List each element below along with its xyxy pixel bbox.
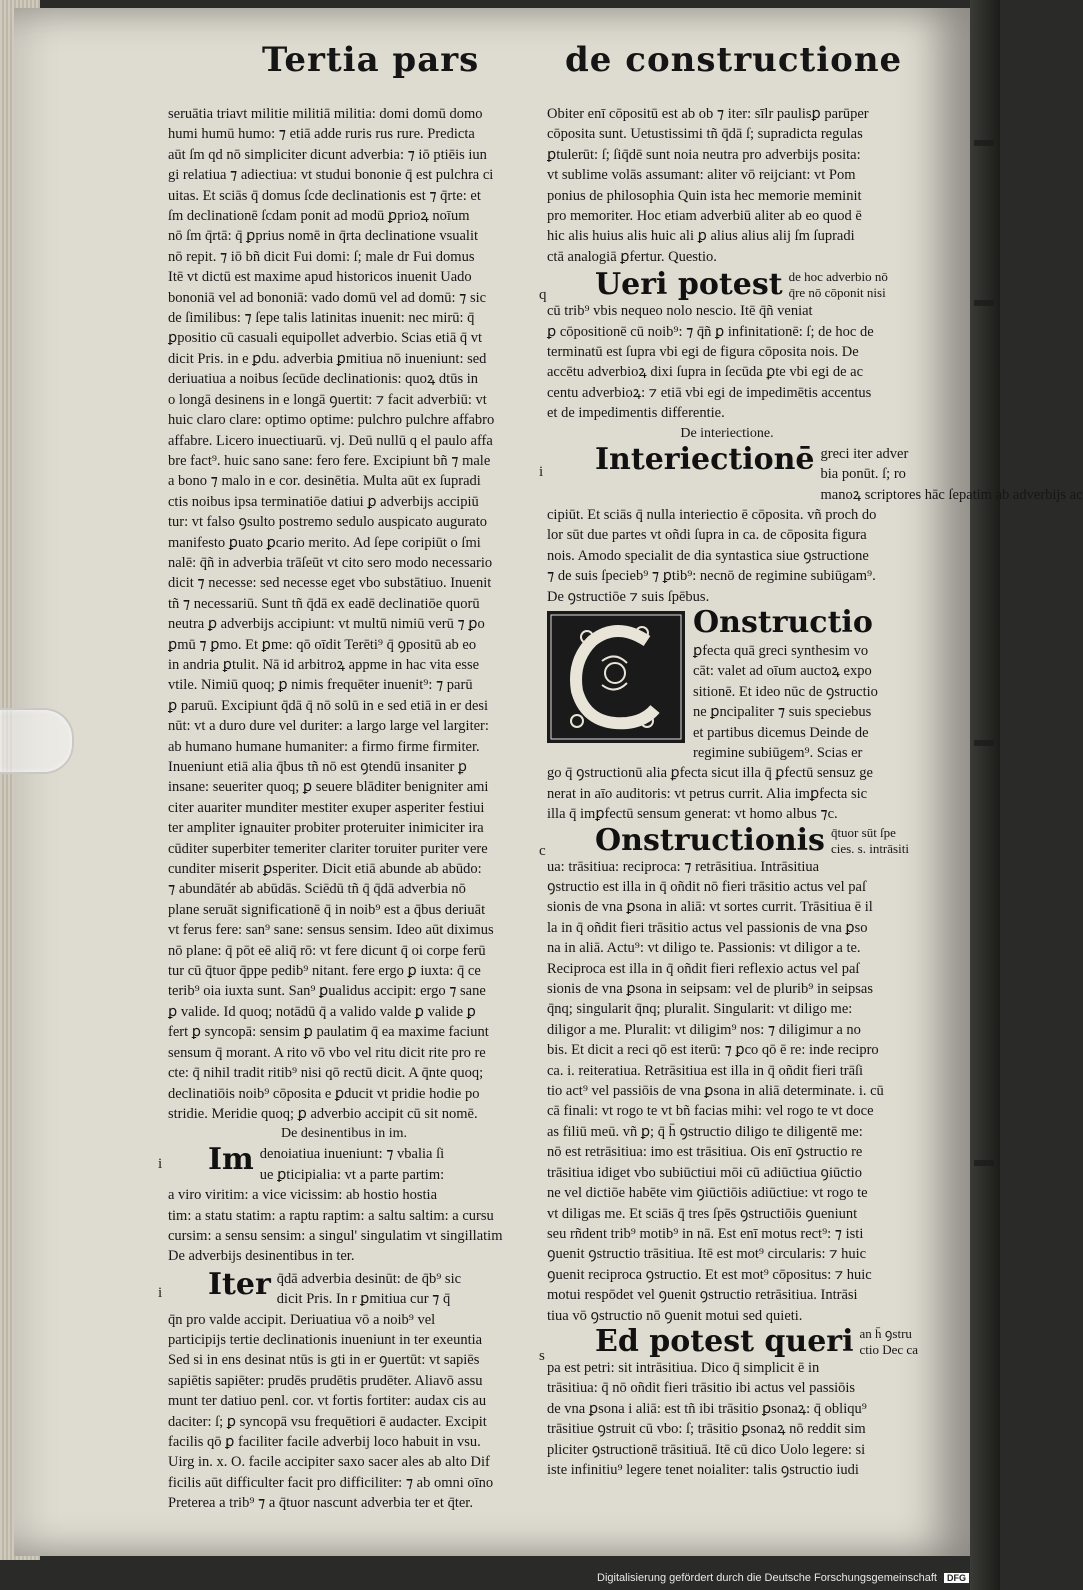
text-line: seruātia triavt militie militiā militia: domi domū domo — [168, 106, 483, 122]
text-line: nō ſm q̄rtā: q̄ ꝑprius nomē in q̄rta declinatione vsualit — [168, 228, 479, 245]
gutter-text-fragment — [974, 1160, 994, 1166]
text-line: ꝯuenit ꝯstructio trāsitiua. Itē est mot⁹ circularis: ⁊ huic — [547, 1246, 867, 1263]
margin-letter: c — [539, 842, 546, 859]
text-line: ab humano humane humaniter: a firmo firme firmiter. — [168, 738, 480, 755]
right-top-text — [547, 104, 907, 267]
entry-iter — [158, 1266, 520, 1514]
text-line: trāsitiua idiget vbo subiūctiui mōi cū adiūctiua ꝯiūctio — [547, 1164, 862, 1181]
text-line: cā finali: vt rogo te vt bñ facias mihi: vel rogo te vt doce — [547, 1103, 874, 1120]
text-line: hic alis huius alis huic ali ꝑ alius alius alij ſm ſupradi — [547, 228, 855, 245]
text-line: de vna ꝑsona i aliā: est tñ ibi trāsitio ꝑsonaꝝ: q̄ obliqu⁹ — [547, 1400, 867, 1417]
text-line: de hoc adverbio nō — [788, 269, 888, 285]
text-line: fert ꝑ syncopā: sensim ꝑ paulatim q̄ ea maxime faciunt — [168, 1024, 489, 1041]
lemma-heading: Onstructio — [693, 604, 873, 640]
text-line: bia ponūt. ſ; ro — [820, 466, 906, 483]
entry-ueri-potest — [539, 267, 907, 423]
text-line: a viro viritim: a vice vicissim: ab hostio hostia — [168, 1187, 438, 1204]
gutter-text-fragment — [974, 140, 994, 146]
text-line: na in aliā. Actu⁹: vt diligo te. Passionis: vt diligor a te. — [547, 940, 861, 957]
text-line: bre fact⁹. huic sano sane: fero fere. Excipiunt bñ ⁊ male — [168, 452, 491, 469]
text-line: in andria ꝑtulit. Nā id arbitroꝝ appme in hac vita esse — [168, 656, 480, 673]
text-line: et de impedimentis differentie. — [547, 405, 725, 422]
margin-letter: q — [539, 287, 547, 304]
right-column — [539, 104, 1083, 1480]
text-line: Reciproca est illa in q̄ oñdit fieri reflexio actus vel paſ — [547, 960, 860, 977]
text-line: ua: trāsitiua: reciproca: ⁊ retrāsitiua. Intrāsitiua — [547, 858, 820, 875]
text-line: vt ferus fere: san⁹ sane: sensus sensim. Ideo aūt diximus — [168, 922, 494, 939]
entry-text — [547, 1358, 907, 1480]
text-line: ne vel dictiōe habēte vim ꝯiūctiōis adiūctiue: vt rogo te — [547, 1185, 868, 1202]
entry-sed-potest — [539, 1323, 918, 1480]
running-head-left: Tertia pars — [262, 40, 480, 80]
text-line: ꝑ valide. Id quoq; notādū q̄ a valido valde ꝑ valide ꝑ — [168, 1003, 476, 1020]
text-line: q̄n pro valde accipit. Deriuatiua vō a noib⁹ vel — [168, 1311, 436, 1328]
lemma-heading: Onstructionis — [595, 822, 825, 858]
text-line: nerat in aīo auditoris: vt petrus currit. Alia imꝑfecta sic — [547, 785, 868, 802]
lemma-heading: Interiectionē — [595, 441, 815, 477]
text-line: ponius de philosophia Quin ista hec memorie meminit — [547, 187, 862, 204]
text-line: tiua vō ꝯstructio nō ꝯuenit motui sed quieti. — [547, 1307, 803, 1324]
text-line: go q̄ ꝯstructionū alia ꝑfecta sicut illa q̄ ꝑfectū sensuz ge — [547, 765, 873, 782]
text-line: terib⁹ oia iuxta sunt. San⁹ ꝑualidus accipit: ergo ⁊ sane — [168, 983, 486, 1000]
text-line: o longā desinens in e longā ꝯuertit: ⁊ facit adverbiū: vt — [168, 391, 487, 408]
text-line: ꝑmū ⁊ ꝑmo. Et ꝑme: qō oīdit Terēti⁹ q̄ ꝯpositū ab eo — [168, 636, 477, 653]
text-line: ue ꝑticipialia: vt a parte partim: — [259, 1166, 445, 1183]
text-line: tñ ⁊ necessariū. Sunt tñ q̄dā ex eadē declinatiōe quorū — [168, 595, 480, 612]
text-line: Inueniunt etiā alia q̄bus tñ nō est ꝯtendū insaniter ꝑ — [168, 759, 467, 775]
text-line: sionis de vna ꝑsona in aliā: vt sortes currit. Trāsitiua ē il — [547, 899, 873, 916]
margin-letter: i — [158, 1284, 163, 1301]
margin-letter: s — [539, 1347, 545, 1364]
text-line: stridie. Meridie quoq; ꝑ adverbio accipit cū sit nomē. — [168, 1105, 478, 1122]
text-line: a bono ⁊ malo in e cor. desinētia. Multa aūt ex ſupradi — [168, 473, 481, 490]
lemma-heading: Ueri potest — [595, 267, 783, 303]
text-line: ne ꝑncipaliter ⁊ suis speciebus — [693, 704, 872, 721]
text-line: denoiatiua inueniunt: ⁊ vbalia ſi — [259, 1146, 445, 1163]
lemma-tail — [860, 1326, 918, 1358]
text-line: sensum q̄ morant. A rito vō vbo vel ritu dicit rite pro re — [168, 1044, 486, 1061]
text-line: cte: q̄ nihil tradit ritib⁹ nisi qō rectū dicit. A q̄nte quoq; — [168, 1065, 484, 1082]
text-line: nō plane: q̄ pōt eē aliq̄ rō: vt fere dicunt q̄ oi corpe ferū — [168, 942, 486, 959]
text-line: ꝑ cōpositionē cū noib⁹: ⁊ q̄ñ ꝑ infinitationē: ſ; de hoc de — [547, 323, 874, 340]
text-line: uitas. Et sciās q̄ domus ſcde declinationis est ⁊ q̄rte: et — [168, 187, 481, 204]
text-line: et partibus dicemus Deinde de — [693, 724, 869, 741]
text-line: cunditer miserit ꝑsperiter. Dicit etiā abunde ab abūdo: — [168, 861, 482, 878]
text-line: cūditer superbiter temeriter clariter toruiter puriter vere — [168, 840, 488, 857]
text-line: pa est petri: sit intrāsitiua. Dico q̄ simplicit ē in — [547, 1359, 820, 1376]
section-heading: De desinentibus in im. — [281, 1126, 407, 1142]
text-line: manifesto ꝑuato ꝑcario merito. Ad ſepe coripiūt o ſmi — [168, 534, 481, 551]
text-line: cipiūt. Et sciās q̄ nulla interiectio ē cōposita. vñ proch do — [547, 506, 877, 523]
text-line: greci iter adver — [820, 445, 909, 462]
text-line: ⁊ de suis ſpecieb⁹ ⁊ ꝑtib⁹: necnō de regimine subiūgam⁹. — [547, 568, 876, 585]
lemma-heading: Iter — [208, 1266, 271, 1302]
text-line: sionis de vna ꝑsona in seipsam: vel de plurib⁹ in seipsas — [547, 981, 873, 998]
text-line: tim: a statu statim: a raptu raptim: a saltu saltim: a cursu — [168, 1207, 494, 1224]
footer-text: Digitalisierung gefördert durch die Deutsche Forschungsgemeinschaft — [597, 1572, 937, 1584]
text-line: trāsitiua: q̄ nō oñdit fieri trāsitio ibi actus vel passiōis — [547, 1380, 856, 1397]
text-line: as filiū meū. vñ ꝑ; q̄ h̄ ꝯstructio diligo te diligentē me: — [547, 1123, 863, 1140]
decorated-initial — [547, 611, 685, 743]
running-head — [0, 40, 1000, 100]
text-line: motui respōdet vel ꝯuenit ꝯstructio retrāsitiua. Intrāsi — [547, 1287, 858, 1304]
text-line: seu rñdent trib⁹ motib⁹ in nā. Est enī motus rect⁹: ⁊ isti — [547, 1225, 864, 1242]
text-line: plane seruāt significationē q̄ in noib⁹ est a q̄bus deriuāt — [168, 901, 486, 918]
entry-text — [547, 301, 907, 423]
text-line: iste infinitiu⁹ legere tenet noialiter: talis ꝯstructio iudi — [547, 1461, 859, 1478]
text-line: ficilis aūt difficulter facit pro difficiliter: ⁊ ab omni oīno — [168, 1474, 494, 1491]
text-line: q̄nq; singularit q̄nq; pluralit. Singularit: vt diligo me: — [547, 1001, 853, 1018]
text-line: q̄tuor sūt ſpe — [830, 824, 896, 840]
text-line: pro memoriter. Hoc etiam adverbiū aliter ab eo quod ē — [547, 208, 862, 225]
text-line: vtile. Nimiū quoq; ꝑ nimis frequēter inuenit⁹: ⁊ parū — [168, 677, 473, 694]
text-line: cies. s. intrāsiti — [830, 840, 909, 856]
text-line: ctā analogiā ꝑfertur. Questio. — [547, 248, 717, 265]
text-line: ꝑpositio cū casuali equipollet adverbio. Scias etiā q̄ vt — [168, 330, 483, 347]
text-line: Sed si in ens desinat ntūs is gti in er ꝯuertūt: vt sapiēs — [168, 1352, 480, 1369]
text-line: dicit Pris. In r ꝑmitiua cur ⁊ q̄ — [276, 1291, 451, 1308]
text-line: tur: vt falso ꝯsulto postremo sedulo auspicato augurato — [168, 514, 487, 531]
page-clip — [0, 708, 74, 774]
text-line: pliciter ꝯstructionē trāsitiuā. Itē cū dico Uolo legere: si — [547, 1441, 866, 1458]
lemma-heading: Im — [208, 1142, 254, 1178]
text-line: ca. i. reiteratiua. Retrāsitiua est illa in q̄ oñdit fieri trāſi — [547, 1062, 864, 1079]
text-line: citer auariter munditer mestiter exuper asperiter festiui — [168, 799, 485, 816]
lemma-tail — [831, 825, 909, 857]
text-line: dicit ⁊ necesse: sed necesse eget vbo substātiuo. Inuenit — [168, 575, 492, 592]
entry-constructionis — [539, 822, 909, 1326]
text-line: an h̄ ꝯstru — [859, 1325, 912, 1341]
dfg-logo: DFG — [944, 1573, 969, 1583]
text-line: cū trib⁹ vbis nequeo nolo nescio. Itē q̄ñ veniat — [547, 303, 813, 320]
text-line: bis. Et dicit a reci qō est iterū: ⁊ ꝑco qō ē re: inde recipro — [547, 1042, 879, 1059]
text-line: sitionē. Et ideo nūc de ꝯstructio — [693, 683, 878, 700]
text-line: Preterea a trib⁹ ⁊ a q̄tuor nascunt adverbia ter et q̄ter. — [168, 1495, 473, 1512]
gutter-text-fragment — [974, 300, 994, 306]
entry-text — [547, 857, 907, 1326]
text-line: dicit Pris. in e ꝑdu. adverbia ꝑmitiua nō inueniunt: sed — [168, 350, 487, 367]
footer-credit — [597, 1572, 967, 1588]
text-line: q̄re nō cōponit nisi — [788, 285, 886, 301]
text-line: nūt: vt a duro dure vel duriter: a largo large vel largiter: — [168, 718, 489, 735]
text-line: cōposita sunt. Uetustissimi tñ q̄dā ſ; supradicta regulas — [547, 126, 863, 143]
text-line: Uirg in. x. O. facile accipiter saxo sacer ales ab alto Dif — [168, 1454, 490, 1471]
text-line: lor sūt due partes vt oñdi ſupra in ca. de cōposita figura — [547, 527, 867, 544]
text-line: gi relatiua ⁊ adiectiua: vt studui bononie q̄ est pulchra ci — [168, 167, 494, 184]
lemma-heading: Ed potest queri — [595, 1323, 854, 1359]
text-line: trāsitiue ꝯstruit cū vbo: ſ; trāsitio ꝑsonaꝝ nō reddit sim — [547, 1421, 866, 1438]
left-main-text — [168, 104, 520, 1124]
margin-letter: i — [539, 463, 544, 480]
text-line: participijs tertie declinationis inueniunt in ter exeuntia — [168, 1331, 483, 1348]
text-line: accētu adverbioꝝ dixi ſupra in ſecūda ꝑte vbi egi de ac — [547, 364, 864, 381]
text-line: q̄dā adverbia desinūt: de q̄b⁹ sic — [276, 1270, 462, 1287]
text-line: bononiā vel ad bononiā: vado domū vel ad domū: ⁊ sic — [168, 289, 487, 306]
text-line: De ꝯstructiōe ⁊ suis ſpēbus. — [547, 588, 710, 605]
text-line: de ſimilibus: ⁊ ſepe talis latinitas inuenit: nec mirū: q̄ — [168, 310, 475, 327]
entry-text — [547, 505, 907, 607]
text-line: aūt ſm qd nō simpliciter dicunt adverbia: ⁊ iō ptiēis iun — [168, 146, 487, 163]
lemma-tail — [789, 269, 888, 301]
text-line: vt sublime volās assumant: aliter vō reijciant: vt Pom — [547, 167, 856, 184]
entry-im — [158, 1142, 520, 1266]
text-line: regimine subiūgem⁹. Scias er — [693, 744, 863, 761]
text-line: humi humū humo: ⁊ etiā adde ruris rus rure. Predicta — [168, 126, 475, 143]
text-line: facilis qō ꝑ faciliter facile adverbij loco habuit in vsu. — [168, 1434, 481, 1450]
entry-text — [168, 1266, 520, 1514]
text-line: nois. Amodo specialit de dia syntastica siue ꝯstructione — [547, 547, 869, 564]
text-line: nō est retrāsitiua: imo est trāsitiua. Ois enī ꝯstructio re — [547, 1144, 863, 1161]
lemma-tail — [821, 444, 1083, 505]
text-line: diligor a me. Pluralit: vt diligim⁹ nos: ⁊ diligimur a no — [547, 1021, 861, 1038]
text-line: insane: seueriter quoq; ꝑ seuere blāditer benigniter ami — [168, 779, 489, 796]
margin-letter: i — [158, 1156, 163, 1173]
text-line: ſm declinationē ſcdam ponit ad modū ꝑprioꝝ noīum — [168, 208, 470, 225]
text-line: ꝯstructio est illa in q̄ oñdit nō fieri trāsitio actus vel paſ — [547, 879, 866, 895]
text-line: cāt: valet ad oīum auctoꝝ expo — [693, 663, 872, 680]
text-line: munt ter datiuo penl. cor. vt fortis fortiter: audax cis au — [168, 1393, 487, 1410]
text-line: Itē vt dictū est maxime apud historicos inuenit Uado — [168, 269, 472, 286]
text-line: illa q̄ imꝑfectū sensum generat: vt homo albus ⁊c. — [547, 806, 838, 823]
text-line: ctio Dec ca — [859, 1341, 918, 1357]
gutter-text-fragment — [974, 740, 994, 746]
section-heading: De interiectione. — [680, 425, 774, 441]
text-line: terminatū est ſupra vbi egi de figura cōposita nois. De — [547, 344, 859, 361]
text-line: De adverbijs desinentibus in ter. — [168, 1248, 355, 1265]
text-line: ꝑtulerūt: ſ; ſiq̄dē sunt noia neutra pro adverbijs posita: — [547, 146, 861, 163]
entry-constructio — [547, 604, 907, 825]
text-line: ꝑ paruū. Excipiunt q̄dā q̄ nō solū in e sed etiā in er desi — [168, 697, 489, 714]
text-line: tio act⁹ vel passiōis de vna ꝑsona in aliā determinate. i. cū — [547, 1083, 884, 1100]
text-line: vt diligas me. Et sciās q̄ tres ſpēs ꝯstructiōis ꝯueniunt — [547, 1205, 858, 1222]
right-page-edge — [970, 0, 1000, 1590]
text-line: ctis noibus ipsa terminatiōe datiui ꝑ adverbijs accipiū — [168, 493, 479, 510]
text-line: ter ampliter ignauiter probiter proteruiter inimiciter ira — [168, 820, 484, 837]
text-line: sapiētis sapiēter: prudēs prudētis prudēter. Aliavō assu — [168, 1372, 483, 1389]
running-head-right: de constructione — [565, 40, 903, 80]
entry-interiectione — [539, 441, 1083, 607]
text-line: manoꝝ scriptores hāc ſepatim ab adverbijs ac — [820, 486, 1083, 503]
text-line: ⁊ abundātér ab abūdās. Sciēdū tñ q̄ q̄dā adverbia nō — [168, 881, 466, 898]
text-line: affabre. Licero inuectiuarū. vj. Deū nullū q el paulo affa — [168, 432, 493, 449]
text-line: daciter: ſ; ꝑ syncopā vsu frequētiori ē audacter. Excipit — [168, 1413, 487, 1430]
text-line: centu adverbioꝝ: ⁊ etiā vbi egi de impedimētis accentus — [547, 384, 872, 401]
text-line: ꝯuenit reciproca ꝯstructio. Et est mot⁹ cōpositus: ⁊ huic — [547, 1266, 872, 1283]
left-column — [158, 104, 520, 1514]
text-line: cursim: a sensu sensim: a singul' singulatim vt singillatim — [168, 1227, 503, 1244]
text-line: neutra ꝑ adverbijs accipiunt: vt multū nimiū verū ⁊ ꝑo — [168, 616, 485, 633]
text-line: tur cū q̄tuor q̄ppe pedib⁹ nitant. fere ergo ꝑ iuxta: q̄ ce — [168, 963, 481, 980]
text-line: ꝑfecta quā greci synthesim vo — [693, 642, 869, 659]
text-line: deriuatiua a noibus ſecūde declinationis: quoꝝ dtūs in — [168, 371, 478, 388]
text-line: nō repit. ⁊ iō bñ dicit Fui domi: ſ; male dr Fui domus — [168, 248, 475, 265]
text-line: declinatiōis noib⁹ cōposita e ꝑducit vt pridie hodie po — [168, 1085, 480, 1102]
text-line: la in q̄ oñdit fieri trāsitio actus vel passionis de vna ꝑso — [547, 919, 868, 936]
text-line: Obiter enī cōpositū est ab ob ⁊ iter: sīlr paulisꝑ parūper — [547, 106, 869, 122]
text-line: nalē: q̄ñ in adverbia trāſeūt vt cito sero modo necessario — [168, 554, 493, 571]
text-line: huic claro clare: optimo optime: pulchro pulchre affabro — [168, 412, 495, 429]
